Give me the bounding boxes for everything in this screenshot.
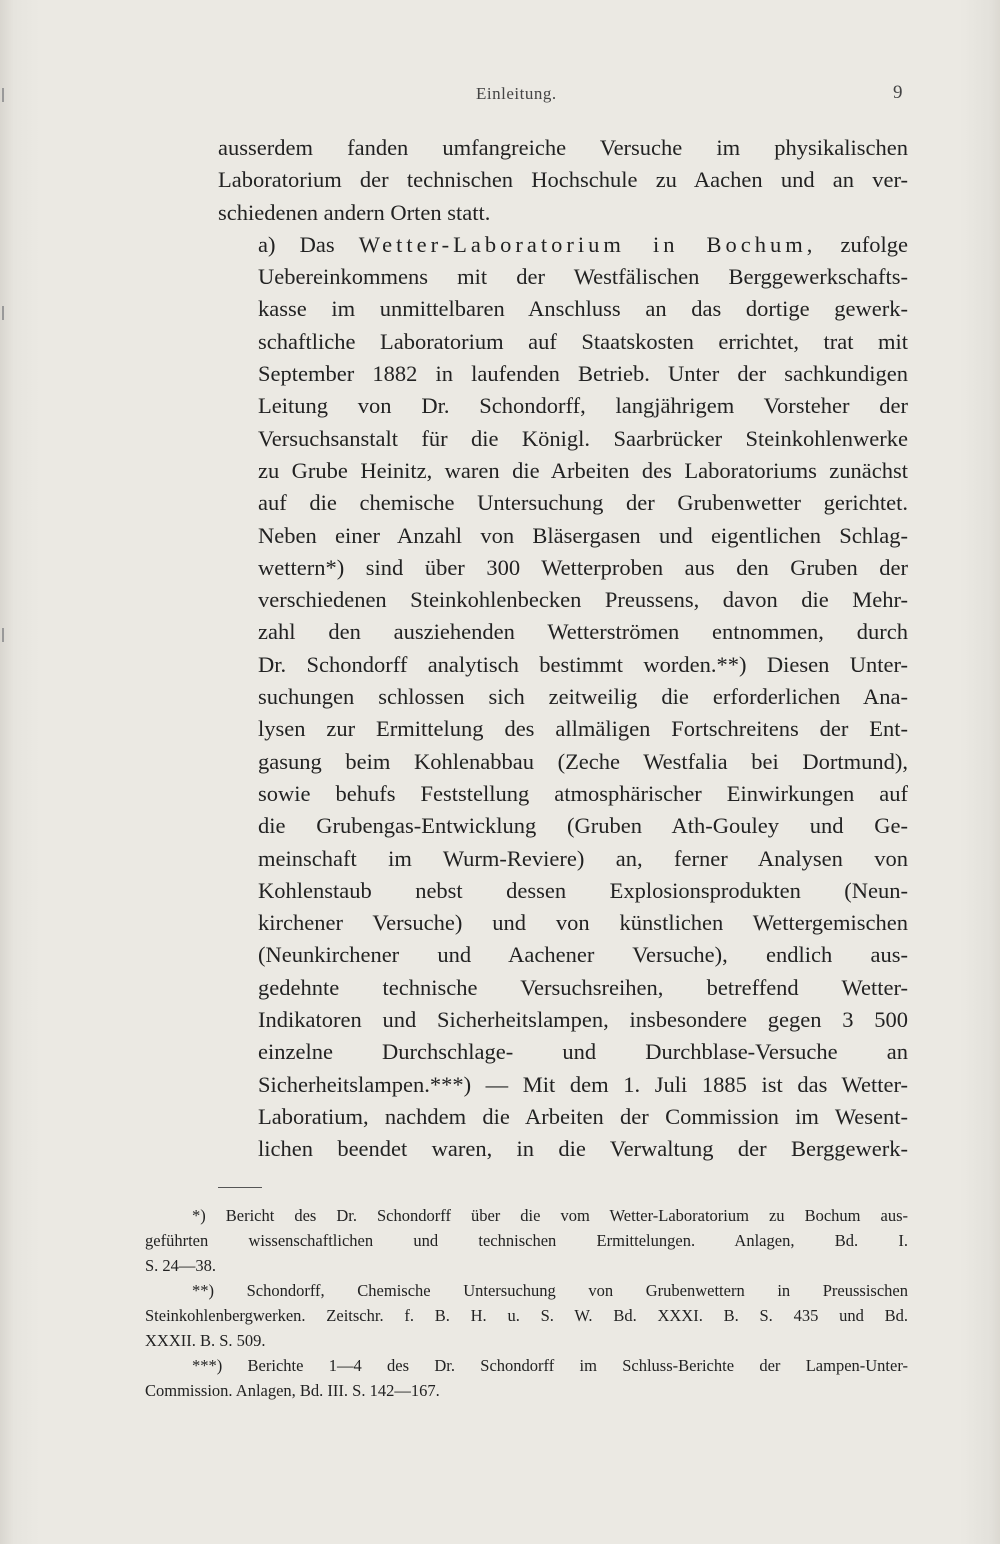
section-a-heading-line	[218, 229, 908, 261]
text-line: die Grubengas-Entwicklung (Gruben Ath-Gouley und Ge-	[258, 813, 908, 839]
text-line: ausserdem fanden umfangreiche Versuche im physikalischen	[218, 135, 908, 160]
footnote-3	[145, 1353, 908, 1403]
text-line: schiedenen andern Orten statt.	[218, 199, 491, 225]
text-line: meinschaft im Wurm-Reviere) an, ferner Analysen von	[258, 845, 908, 871]
footnote-line: ***) Berichte 1—4 des Dr. Schondorff im Schluss-Berichte der Lampen-Unter-	[192, 1356, 908, 1375]
section-a-title: Wetter-Laboratorium in Bochum,	[358, 231, 817, 257]
text-line: verschiedenen Steinkohlenbecken Preussens, davon die Mehr-	[258, 587, 908, 613]
section-a-marker: a) Das	[258, 231, 335, 257]
footnote-line: geführten wissenschaftlichen und technischen Ermittelungen. Anlagen, Bd. I.	[145, 1231, 908, 1250]
running-title: Einleitung.	[476, 84, 557, 103]
footnote-1	[145, 1203, 908, 1278]
text-line: zu Grube Heinitz, waren die Arbeiten des Laboratoriums zunächst	[258, 457, 908, 483]
text-line: September 1882 in laufenden Betrieb. Unter der sachkundigen	[258, 361, 908, 387]
text-line: kirchener Versuche) und von künstlichen Wettergemischen	[258, 910, 908, 936]
page-number: 9	[893, 82, 903, 103]
text-line: Laboratium, nachdem die Arbeiten der Commission im Wesent-	[258, 1103, 908, 1129]
footnote-line: *) Bericht des Dr. Schondorff über die vom Wetter-Laboratorium zu Bochum aus-	[192, 1206, 908, 1225]
text-line: suchungen schlossen sich zeitweilig die erforderlichen Ana-	[258, 684, 908, 710]
margin-mark	[2, 628, 10, 642]
footnote-line: XXXII. B. S. 509.	[145, 1331, 266, 1350]
text-line: Uebereinkommens mit der Westfälischen Berggewerkschafts-	[258, 264, 908, 290]
text-line: einzelne Durchschlage- und Durchblase-Versuche an	[258, 1039, 908, 1065]
footnote-line: Commission. Anlagen, Bd. III. S. 142—167.	[145, 1381, 440, 1400]
text-line: schaftliche Laboratorium auf Staatskosten errichtet, trat mit	[258, 328, 908, 354]
text-line: Indikatoren und Sicherheitslampen, insbesondere gegen 3 500	[258, 1007, 908, 1033]
text-line: Dr. Schondorff analytisch bestimmt worden.**) Diesen Unter-	[258, 651, 908, 677]
footnote-rule	[218, 1187, 262, 1188]
text-line: Versuchsanstalt für die Königl. Saarbrücker Steinkohlenwerke	[258, 425, 908, 451]
body-text	[218, 132, 908, 1166]
text-line: Leitung von Dr. Schondorff, langjährigem Vorsteher der	[258, 393, 908, 419]
text-line: Sicherheitslampen.***) — Mit dem 1. Juli 1885 ist das Wetter-	[258, 1071, 908, 1097]
text-line: (Neunkirchener und Aachener Versuche), endlich aus-	[258, 942, 908, 968]
footnote-line: S. 24—38.	[145, 1256, 217, 1275]
footnote-line: Steinkohlenbergwerken. Zeitschr. f. B. H. u. S. W. Bd. XXXI. B. S. 435 und Bd.	[145, 1306, 908, 1325]
text-fragment: zufolge	[840, 231, 908, 257]
text-line: lysen zur Ermittelung des allmäligen Fortschreitens der Ent-	[258, 716, 908, 742]
margin-mark	[2, 306, 10, 320]
text-line: kasse im unmittelbaren Anschluss an das dortige gewerk-	[258, 296, 908, 322]
text-line: Laboratorium der technischen Hochschule zu Aachen und an ver-	[218, 167, 908, 193]
footnote-2	[145, 1278, 908, 1353]
footnote-line: **) Schondorff, Chemische Untersuchung von Grubenwettern in Preussischen	[192, 1281, 908, 1300]
text-line: auf die chemische Untersuchung der Grubenwetter gerichtet.	[258, 490, 908, 516]
text-line: zahl den ausziehenden Wetterströmen entnommen, durch	[258, 619, 908, 645]
text-line: gasung beim Kohlenabbau (Zeche Westfalia bei Dortmund),	[258, 748, 908, 774]
text-line: Neben einer Anzahl von Bläsergasen und eigentlichen Schlag-	[258, 522, 908, 548]
text-line: gedehnte technische Versuchsreihen, betreffend Wetter-	[258, 974, 908, 1000]
footnotes	[145, 1203, 908, 1403]
text-line: Kohlenstaub nebst dessen Explosionsprodukten (Neun-	[258, 877, 908, 903]
text-line: wettern*) sind über 300 Wetterproben aus den Gruben der	[258, 554, 908, 580]
text-line: lichen beendet waren, in die Verwaltung der Berggewerk-	[258, 1136, 908, 1162]
running-head	[0, 84, 1000, 114]
text-line: sowie behufs Feststellung atmosphärischer Einwirkungen auf	[258, 780, 908, 806]
